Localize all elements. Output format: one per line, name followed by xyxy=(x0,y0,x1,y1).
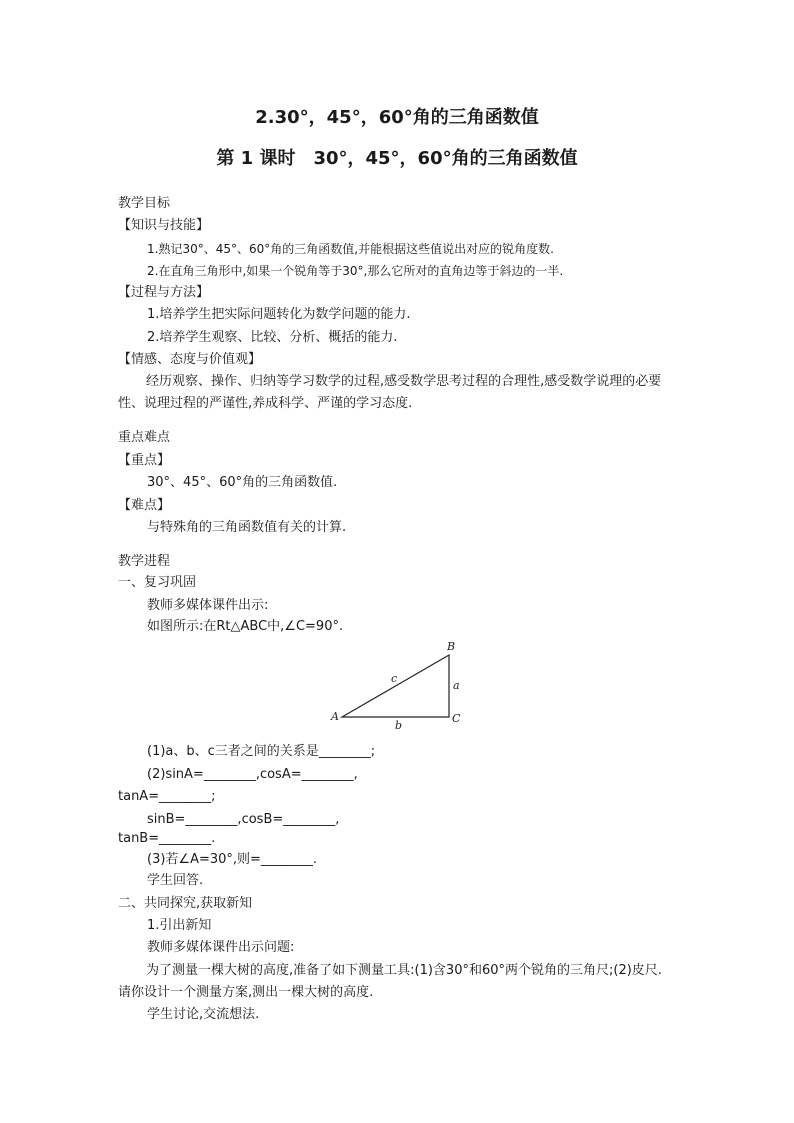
question-1: (1)a、b、c三者之间的关系是________; xyxy=(147,744,376,759)
teaching-process-heading: 教学进程 xyxy=(118,554,171,569)
vertex-a-label: A xyxy=(331,710,339,723)
emotion-heading: 【情感、态度与价值观】 xyxy=(118,352,262,367)
section-2-problem xyxy=(118,960,673,1004)
process-method-heading: 【过程与方法】 xyxy=(118,285,210,300)
difficulty-text: 与特殊角的三角函数值有关的计算. xyxy=(147,520,347,535)
question-3: (3)若∠A=30°,则=________. xyxy=(147,852,318,867)
section-2-discussion: 学生讨论,交流想法. xyxy=(147,1007,260,1022)
knowledge-item-2: 2.在直角三角形中,如果一个锐角等于30°,那么它所对的直角边等于斜边的一半. xyxy=(147,264,564,278)
section-2-heading: 二、共同探究,获取新知 xyxy=(118,896,253,911)
section-2-line-1: 教师多媒体课件出示问题: xyxy=(147,940,295,955)
vertex-b-label: B xyxy=(447,640,456,653)
emotion-text: 经历观察、操作、归纳等学习数学的过程,感受数学思考过程的合理性,感受数学说理的必要性、说理过程的严谨性,养成科学、严谨的学习态度. xyxy=(118,374,662,411)
question-2c: sinB=________,cosB=________, xyxy=(147,812,340,827)
section-2-subheading: 1.引出新知 xyxy=(147,918,212,933)
process-method-item-1: 1.培养学生把实际问题转化为数学问题的能力. xyxy=(147,307,411,322)
section-1-line-1: 教师多媒体课件出示: xyxy=(147,598,269,613)
question-2d: tanB=________. xyxy=(118,831,216,846)
side-b-label: b xyxy=(395,719,403,732)
difficulty-heading: 【难点】 xyxy=(118,498,171,513)
knowledge-item-1: 1.熟记30°、45°、60°角的三角函数值,并能根据这些值说出对应的锐角度数. xyxy=(147,242,554,256)
section-1-heading: 一、复习巩固 xyxy=(118,575,197,590)
key-points-heading: 重点难点 xyxy=(118,430,171,445)
sub-title: 第 1 课时 30°，45°，60°角的三角函数值 xyxy=(216,148,578,169)
vertex-c-label: C xyxy=(452,712,461,725)
question-2b: tanA=________; xyxy=(118,789,216,804)
key-heading: 【重点】 xyxy=(118,453,171,468)
emotion-paragraph xyxy=(118,371,673,415)
section-2-problem-text: 为了测量一棵大树的高度,准备了如下测量工具:(1)含30°和60°两个锐角的三角尺;(2)皮尺.请你设计一个测量方案,测出一棵大树的高度. xyxy=(118,963,662,1000)
student-answer: 学生回答. xyxy=(147,873,204,888)
process-method-item-2: 2.培养学生观察、比较、分析、概括的能力. xyxy=(147,330,398,345)
objectives-heading: 教学目标 xyxy=(118,196,171,211)
main-title: 2.30°，45°，60°角的三角函数值 xyxy=(255,107,539,128)
side-a-label: a xyxy=(453,679,460,692)
section-1-line-2: 如图所示:在Rt△ABC中,∠C=90°. xyxy=(147,619,344,634)
key-text: 30°、45°、60°角的三角函数值. xyxy=(147,475,338,490)
triangle-abc xyxy=(342,655,449,717)
knowledge-heading: 【知识与技能】 xyxy=(118,218,210,233)
question-2a: (2)sinA=________,cosA=________, xyxy=(147,767,358,782)
side-c-label: c xyxy=(391,672,398,685)
right-triangle-figure xyxy=(325,638,475,733)
